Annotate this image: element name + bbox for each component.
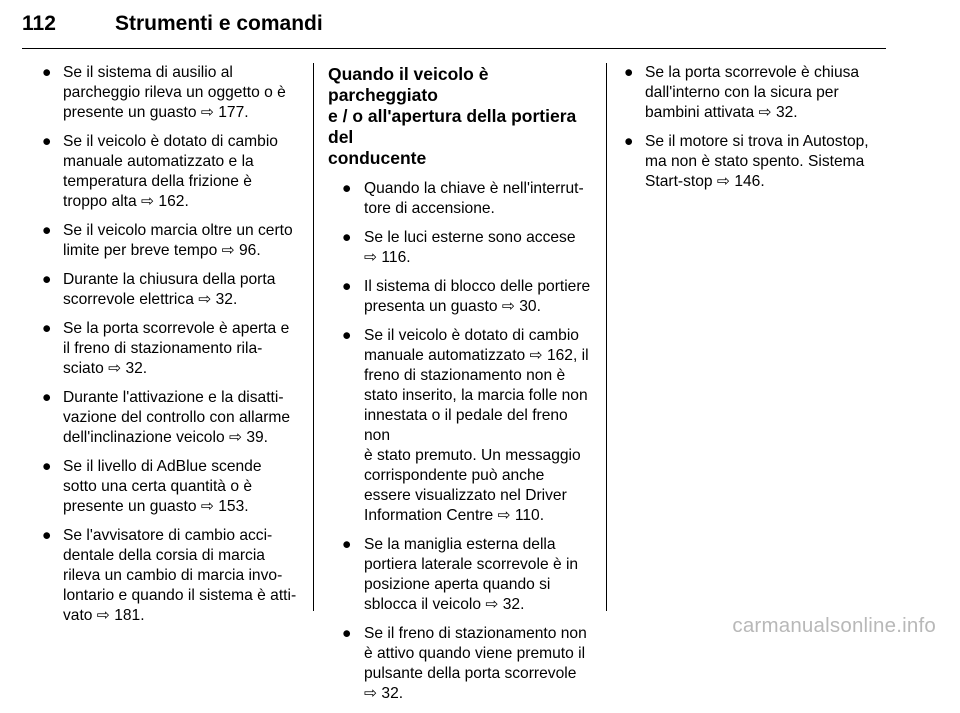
list-item-text: Se il livello di AdBlue scende sotto una certa quantità o è presente un guasto ⇨ 153.	[63, 458, 262, 515]
list-item	[38, 63, 306, 123]
list-item-text: Se le luci esterne sono accese ⇨ 116.	[364, 229, 576, 266]
bullet-list	[38, 63, 306, 626]
list-item	[38, 388, 306, 448]
bullet-icon: ●	[42, 133, 52, 150]
bullet-list	[620, 63, 888, 192]
bullet-icon: ●	[42, 271, 52, 288]
bullet-list	[328, 179, 593, 704]
page-header	[22, 4, 886, 49]
list-item-text: Se il freno di stazionamento non è attivo quando viene premuto il pulsante della porta scorrevole ⇨ 32.	[364, 625, 587, 702]
list-item	[338, 228, 593, 268]
list-item-text: Se il sistema di ausilio al parcheggio rileva un oggetto o è presente un guasto ⇨ 177.	[63, 64, 286, 121]
list-item	[620, 132, 888, 192]
list-item	[38, 526, 306, 626]
column-divider	[313, 63, 314, 611]
bullet-icon: ●	[42, 222, 52, 239]
list-item-text: Se il veicolo marcia oltre un certo limite per breve tempo ⇨ 96.	[63, 222, 293, 259]
list-item-text: Se il motore si trova in Autostop, ma non è stato spento. Sistema Start-stop ⇨ 146.	[645, 133, 869, 190]
column-divider	[606, 63, 607, 611]
section-heading: Quando il veicolo è parcheggiato e / o all'apertura della portiera del conducente	[328, 64, 577, 168]
list-item-text: Il sistema di blocco delle portiere presenta un guasto ⇨ 30.	[364, 278, 591, 315]
list-item	[338, 624, 593, 704]
bullet-icon: ●	[42, 458, 52, 475]
list-item	[38, 319, 306, 379]
chapter-title: Strumenti e comandi	[115, 12, 323, 35]
list-item-text: Se il veicolo è dotato di cambio manuale automatizzato e la temperatura della frizione è troppo alta ⇨ 162.	[63, 133, 278, 210]
list-item-text: Se la maniglia esterna della portiera laterale scorrevole è in posizione aperta quando si sblocca il veicolo ⇨ 32.	[364, 536, 579, 613]
list-item	[338, 277, 593, 317]
bullet-icon: ●	[342, 229, 352, 246]
column-left	[38, 63, 306, 635]
list-item	[38, 132, 306, 212]
bullet-icon: ●	[624, 64, 634, 81]
bullet-icon: ●	[42, 64, 52, 81]
bullet-icon: ●	[42, 389, 52, 406]
page-number: 112	[22, 12, 56, 35]
list-item-text: Se l'avvisatore di cambio acci- dentale della corsia di marcia rileva un cambio di marcia invo- lontario e quando il sistema è atti- vato ⇨ 181.	[63, 527, 297, 624]
watermark: carmanualsonline.info	[732, 614, 936, 637]
bullet-icon: ●	[342, 327, 352, 344]
list-item-text: Se la porta scorrevole è aperta e il freno di stazionamento rila- sciato ⇨ 32.	[63, 320, 290, 377]
list-item	[338, 535, 593, 615]
bullet-icon: ●	[342, 536, 352, 553]
bullet-icon: ●	[342, 278, 352, 295]
bullet-icon: ●	[342, 180, 352, 197]
list-item-text: Se il veicolo è dotato di cambio manuale automatizzato ⇨ 162, il freno di stazionamento non è stato inserito, la marcia folle non innestata o il pedale del freno non è stato premuto. Un messaggio corrispondente può anche essere visualizzato nel Driver Information Centre ⇨ 110.	[364, 327, 589, 524]
list-item-text: Durante l'attivazione e la disatti- vazione del controllo con allarme dell'inclinazione veicolo ⇨ 39.	[63, 389, 291, 446]
bullet-icon: ●	[42, 320, 52, 337]
list-item-text: Quando la chiave è nell'interrut- tore di accensione.	[364, 180, 584, 217]
column-middle	[328, 64, 593, 713]
bullet-icon: ●	[342, 625, 352, 642]
column-right	[620, 63, 888, 201]
list-item-text: Se la porta scorrevole è chiusa dall'interno con la sicura per bambini attivata ⇨ 32.	[645, 64, 860, 121]
bullet-icon: ●	[42, 527, 52, 544]
list-item	[338, 326, 593, 526]
list-item	[38, 221, 306, 261]
list-item-text: Durante la chiusura della porta scorrevole elettrica ⇨ 32.	[63, 271, 276, 308]
list-item	[38, 457, 306, 517]
bullet-icon: ●	[624, 133, 634, 150]
list-item	[38, 270, 306, 310]
list-item	[338, 179, 593, 219]
list-item	[620, 63, 888, 123]
